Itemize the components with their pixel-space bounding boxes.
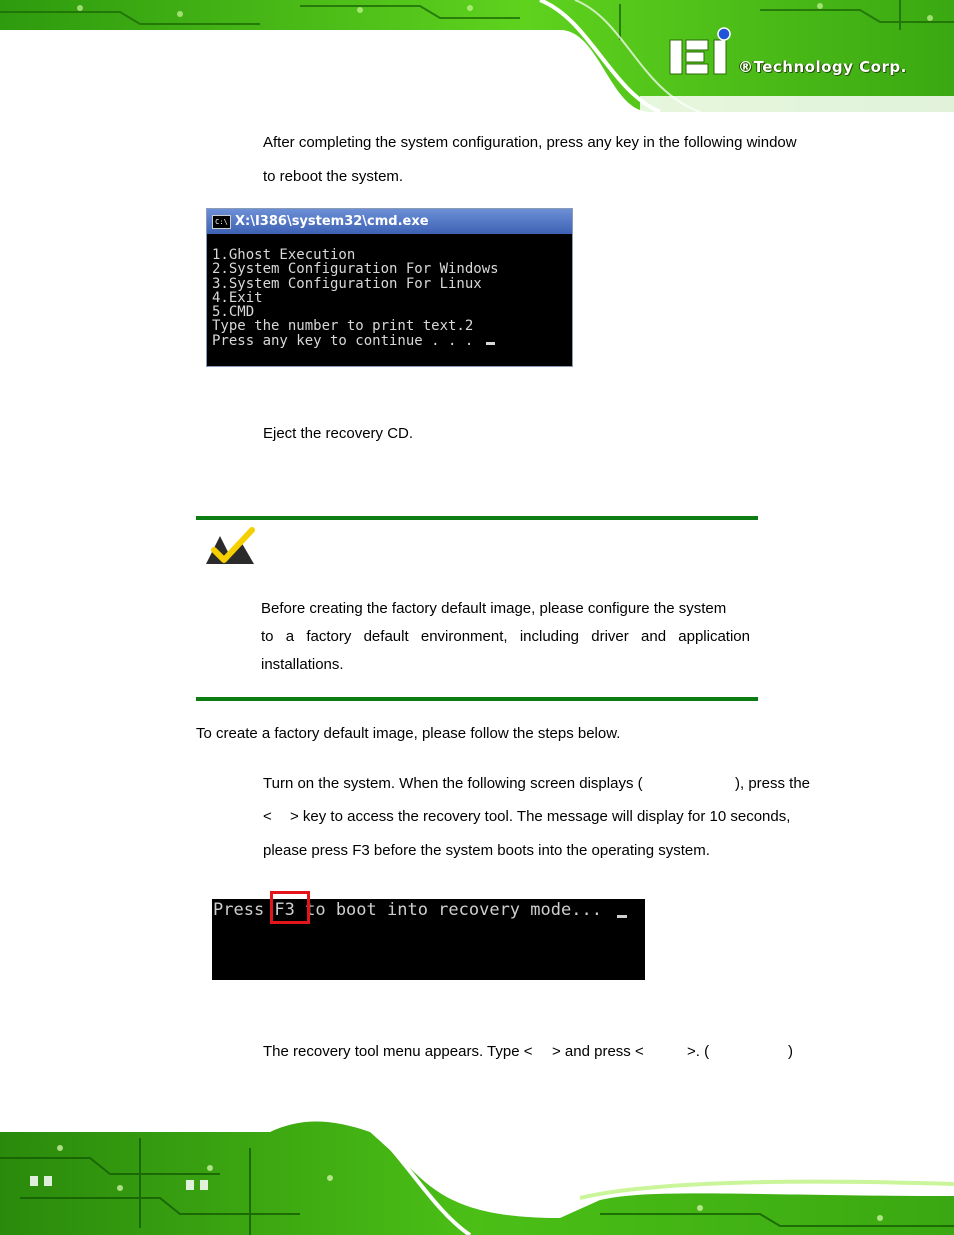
company-name: ®Technology Corp.	[738, 58, 907, 76]
menu-text-d: )	[788, 1043, 793, 1060]
intro-text: To create a factory default image, please follow the steps below.	[196, 725, 621, 742]
menu-text-a: The recovery tool menu appears. Type <	[263, 1043, 533, 1060]
menu-text-c: >. (	[687, 1043, 710, 1060]
header-banner	[0, 0, 954, 112]
logo-dot-icon	[718, 28, 730, 40]
key-instruction: > key to access the recovery tool. The message will display for 10 seconds,	[290, 808, 791, 825]
note-line1: Before creating the factory default image, please configure the system	[261, 600, 727, 617]
cursor-icon	[486, 342, 495, 345]
reboot-instruction-line2: to reboot the system.	[263, 168, 404, 185]
cmd-line: 3.System Configuration For Linux	[212, 275, 482, 292]
turn-on-text-b: ), press the	[735, 775, 811, 792]
footer-banner	[0, 1118, 954, 1235]
cmd-line: 4.Exit	[212, 289, 263, 306]
cmd-line: 2.System Configuration For Windows	[212, 261, 499, 278]
cmd-line: 5.CMD	[212, 304, 255, 321]
checkmark-note-icon	[204, 526, 256, 566]
note-line2: to a factory default environment, including driver and application	[261, 628, 750, 645]
cmd-icon: C:\	[212, 215, 231, 229]
note-line3: installations.	[261, 656, 344, 673]
press-f3-instruction: please press F3 before the system boots into the operating system.	[263, 842, 710, 859]
boot-message: Press F3 to boot into recovery mode...	[213, 900, 602, 920]
cmd-line: Press any key to continue . . .	[212, 332, 482, 349]
f3-highlight-box	[270, 891, 310, 924]
cmd-line: 1.Ghost Execution	[212, 247, 356, 263]
cmd-window-title: X:\I386\system32\cmd.exe	[235, 214, 429, 229]
cmd-window-screenshot	[206, 208, 573, 367]
menu-text-b: > and press <	[552, 1043, 644, 1060]
pcb-footer-graphic	[0, 1118, 954, 1235]
cmd-line: Type the number to print text.2	[212, 318, 474, 335]
cursor-icon	[617, 915, 627, 918]
eject-instruction: Eject the recovery CD.	[263, 425, 414, 442]
reboot-instruction-line1: After completing the system configuration, press any key in the following window	[263, 134, 797, 151]
cmd-output	[207, 234, 572, 348]
note-bottom-rule	[196, 697, 758, 701]
key-open: <	[263, 808, 272, 825]
pcb-header-graphic	[0, 0, 954, 112]
cmd-titlebar	[207, 209, 572, 234]
note-top-rule	[196, 516, 758, 520]
turn-on-text-a: Turn on the system. When the following screen displays (	[263, 775, 643, 792]
